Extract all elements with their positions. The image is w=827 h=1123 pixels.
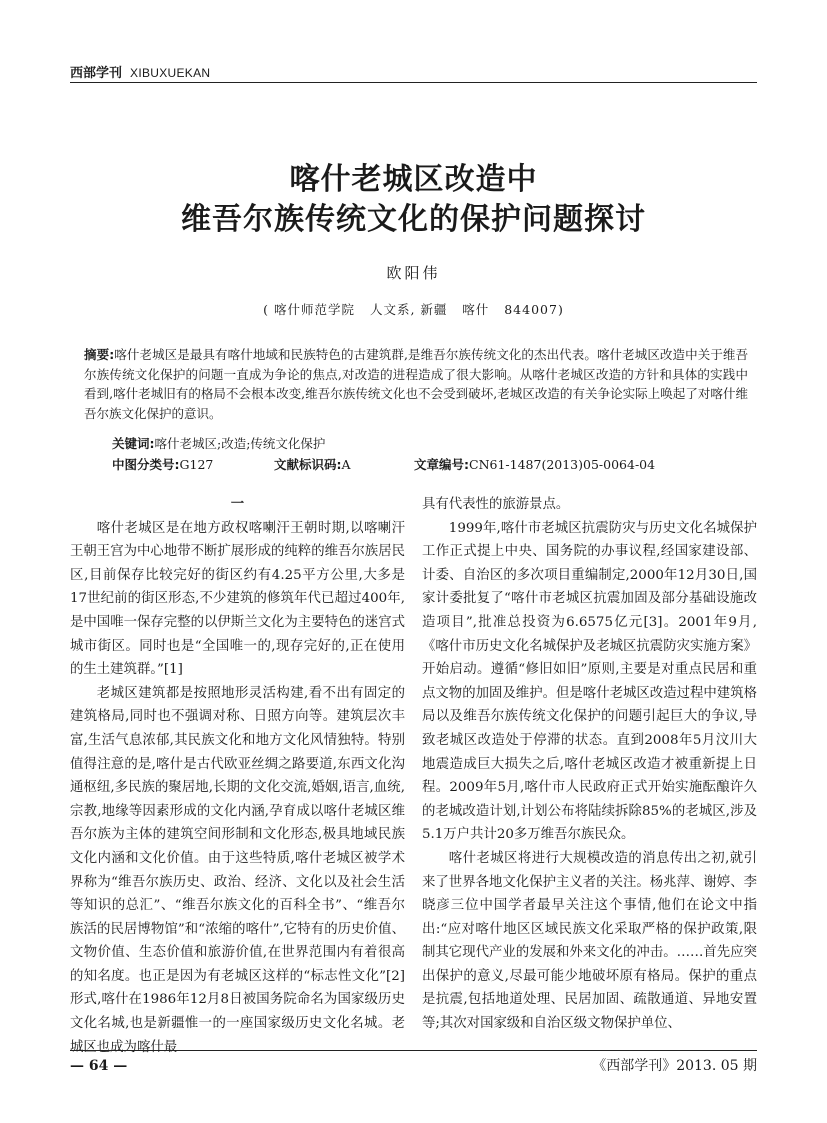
author-name: 欧阳伟	[386, 264, 441, 282]
doc-label: 文献标识码:	[274, 457, 342, 472]
document-code	[274, 456, 351, 474]
article-value: CN61-1487(2013)05-0064-04	[469, 457, 656, 472]
abstract-label: 摘要:	[84, 347, 115, 362]
abstract-text: 喀什老城区是最具有喀什地域和民族特色的古建筑群,是维吾尔族传统文化的杰出代表。喀什老城区改造中关于维吾尔族传统文化保护的问题一直成为争论的焦点,对改造的进程造成了很大影响。从喀什老城区改造的方针和具体的实践中看到,喀什老城旧有的格局不会根本改变,维吾尔族传统文化也不会受到破坏,老城区改造的有关争论实际上唤起了对喀什维吾尔族文化保护的意识。	[84, 347, 749, 421]
page-footer	[70, 1050, 757, 1077]
issue-info: 《西部学刊》2013. 05 期	[592, 1058, 757, 1074]
keywords-label: 关键词:	[112, 436, 155, 451]
title-line-2: 维吾尔族传统文化的保护问题探讨	[181, 202, 646, 237]
paragraph: 1999年,喀什市老城区抗震防灾与历史文化名城保护工作正式提上中央、国务院的办事议程,经国家建设部、计委、自治区的多次项目重编制定,2000年12月30日,国家计委批复了“喀什市老城区抗震加固及部分基础设施改造项目”,批准总投资为6.6575亿元[3]。2001年9月,《喀什市历史文化名城保护及老城区抗震防灾实施方案》开始启动。遵循“修旧如旧”原则,主要是对重点民居和重点文物的加固及维护。但是喀什老城区改造过程中建筑格局以及维吾尔族传统文化保护的问题引起巨大的争议,导致老城区改造处于停滞的状态。直到2008年5月汶川大地震造成巨大损失之后,喀什老城区改造才被重新提上日程。2009年5月,喀什市人民政府正式开始实施酝酿许久的老城改造计划,计划公布将陆续拆除85%的老城区,涉及5.1万户共计20多万维吾尔族民众。	[422, 520, 757, 843]
page-number: — 64 —	[70, 1058, 128, 1074]
keywords-text: 喀什老城区;改造;传统文化保护	[154, 436, 326, 451]
running-header	[70, 62, 757, 83]
clc-number	[112, 456, 213, 474]
article-number	[414, 456, 655, 474]
keywords	[112, 435, 325, 453]
article-label: 文章编号:	[414, 457, 469, 472]
body-column-right	[422, 493, 757, 1036]
author-affiliation: ( 喀什师范学院 人文系, 新疆 喀什 844007)	[263, 302, 564, 317]
section-heading: 一	[230, 496, 245, 512]
title-line-1: 喀什老城区改造中	[289, 162, 538, 197]
abstract	[84, 345, 748, 423]
paragraph: 老城区建筑都是按照地形灵活构建,看不出有固定的建筑格局,同时也不强调对称、日照方向等。建筑层次丰富,生活气息浓郁,其民族文化和地方文化风情独特。特别值得注意的是,喀什是古代欧亚丝绸之路要道,东西文化沟通枢纽,多民族的聚居地,长期的文化交流,婚姻,语言,血统,宗教,地缘等因素形成的文化内涵,孕育成以喀什老城区维吾尔族为主体的建筑空间形制和文化形态,极具地域民族文化内涵和文化价值。由于这些特质,喀什老城区被学术界称为“维吾尔族历史、政治、经济、文化以及社会生活等知识的总汇”、“维吾尔族文化的百科全书”、“维吾尔族活的民居博物馆”和“浓缩的喀什”,它特有的历史价值、文物价值、生态价值和旅游价值,在世界范围内有着很高的知名度。也正是因为有老城区这样的“标志性文化”[2]形式,喀什在1986年12月8日被国务院命名为国家级历史文化名城,也是新疆惟一的一座国家级历史文化名城。老城区也成为喀什最	[70, 685, 405, 1055]
journal-pinyin: XIBUXUEKAN	[130, 66, 211, 80]
article-title	[0, 160, 827, 240]
doc-value: A	[341, 457, 351, 472]
paragraph: 喀什老城区是在地方政权喀喇汗王朝时期,以喀喇汗王朝王宫为中心地带不断扩展形成的纯粹的维吾尔族居民区,目前保存比较完好的街区约有4.25平方公里,大多是17世纪前的街区形态,不少建筑的修筑年代已超过400年,是中国唯一保存完整的以伊斯兰文化为主要特色的迷宫式城市街区。同时也是“全国唯一的,现存完好的,正在使用的生土建筑群。”[1]	[70, 520, 405, 678]
paragraph: 喀什老城区将进行大规模改造的消息传出之初,就引来了世界各地文化保护主义者的关注。杨兆萍、谢婷、李晓彦三位中国学者最早关注这个事情,他们在论文中指出:“应对喀什地区区域民族文化采取严格的保护政策,限制其它现代产业的发展和外来文化的冲击。……首先应突出保护的意义,尽最可能少地破坏原有格局。保护的重点是抗震,包括地道处理、民居加固、疏散通道、异地安置等;其次对国家级和自治区级文物保护单位、	[422, 850, 757, 1032]
body-column-left	[70, 493, 405, 1059]
clc-value: G127	[179, 457, 214, 472]
journal-name: 西部学刊	[70, 66, 123, 81]
paragraph-continuation: 具有代表性的旅游景点。	[422, 497, 570, 512]
clc-label: 中图分类号:	[112, 457, 180, 472]
